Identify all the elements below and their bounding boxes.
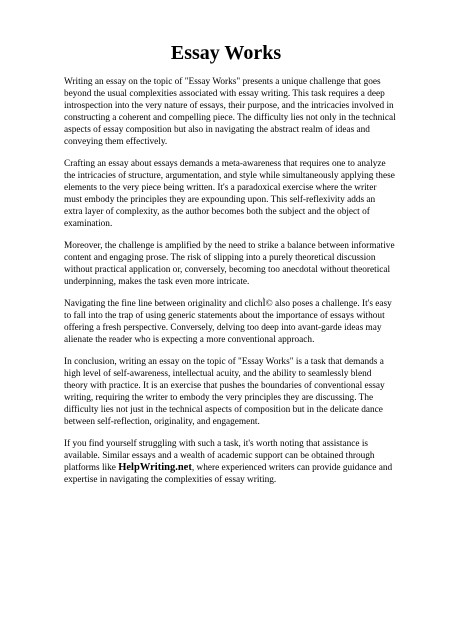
closing-text-after-link: , where experienced writers can provide guidance and expertise in navigating the complexities of essay writing. [64, 463, 393, 485]
paragraph-closing [64, 438, 396, 486]
paragraph-intro: Writing an essay on the topic of "Essay Works" presents a unique challenge that goes beyond the usual complexities associated with essay writing. This task requires a deep introspection into the very nature of essays, their purpose, and the intricacies involved in constructing a coherent and compelling piece. The difficulty lies not only in the technical aspects of essay composition but also in navigating the abstract realm of ideas and conveying them effectively. [64, 77, 396, 147]
paragraph-balance: Moreover, the challenge is amplified by the need to strike a balance between informative content and engaging prose. The risk of slipping into a purely theoretical discussion without practical application or, conversely, becoming too anecdotal without theoretical underpinning, makes the task even more intricate. [64, 241, 395, 287]
paragraph-originality: Navigating the fine line between originality and clichÌ© also poses a challenge. It's easy to fall into the trap of using generic statements about the importance of essays without offering a fresh perspective. Conversely, delving too deep into avant-garde ideas may alienate the reader who is expecting a more conventional approach. [64, 299, 392, 345]
document-title: Essay Works [170, 42, 282, 64]
helpwriting-link[interactable]: HelpWriting.net [118, 462, 192, 473]
paragraph-conclusion: In conclusion, writing an essay on the topic of "Essay Works" is a task that demands a high level of self-awareness, intellectual acuity, and the ability to seamlessly blend theory with practice. It is an exercise that pushes the boundaries of conventional essay writing, requiring the writer to embody the very principles they are discussing. The difficulty lies not just in the technical aspects of composition but in the delicate dance between self-reflection, originality, and engagement. [64, 357, 385, 427]
paragraph-meta-awareness: Crafting an essay about essays demands a meta-awareness that requires one to analyze the intricacies of structure, argumentation, and style while simultaneously applying these elements to the very piece being written. It's a paradoxical exercise where the writer must embody the principles they are expounding upon. This self-reflexivity adds an extra layer of complexity, as the author becomes both the subject and the object of examination. [64, 159, 395, 229]
document-body [64, 76, 396, 496]
closing-text-before-link: If you find yourself struggling with such a task, it's worth noting that assistance is available. Similar essays and a wealth of academic support can be obtained through platforms like [64, 439, 375, 473]
